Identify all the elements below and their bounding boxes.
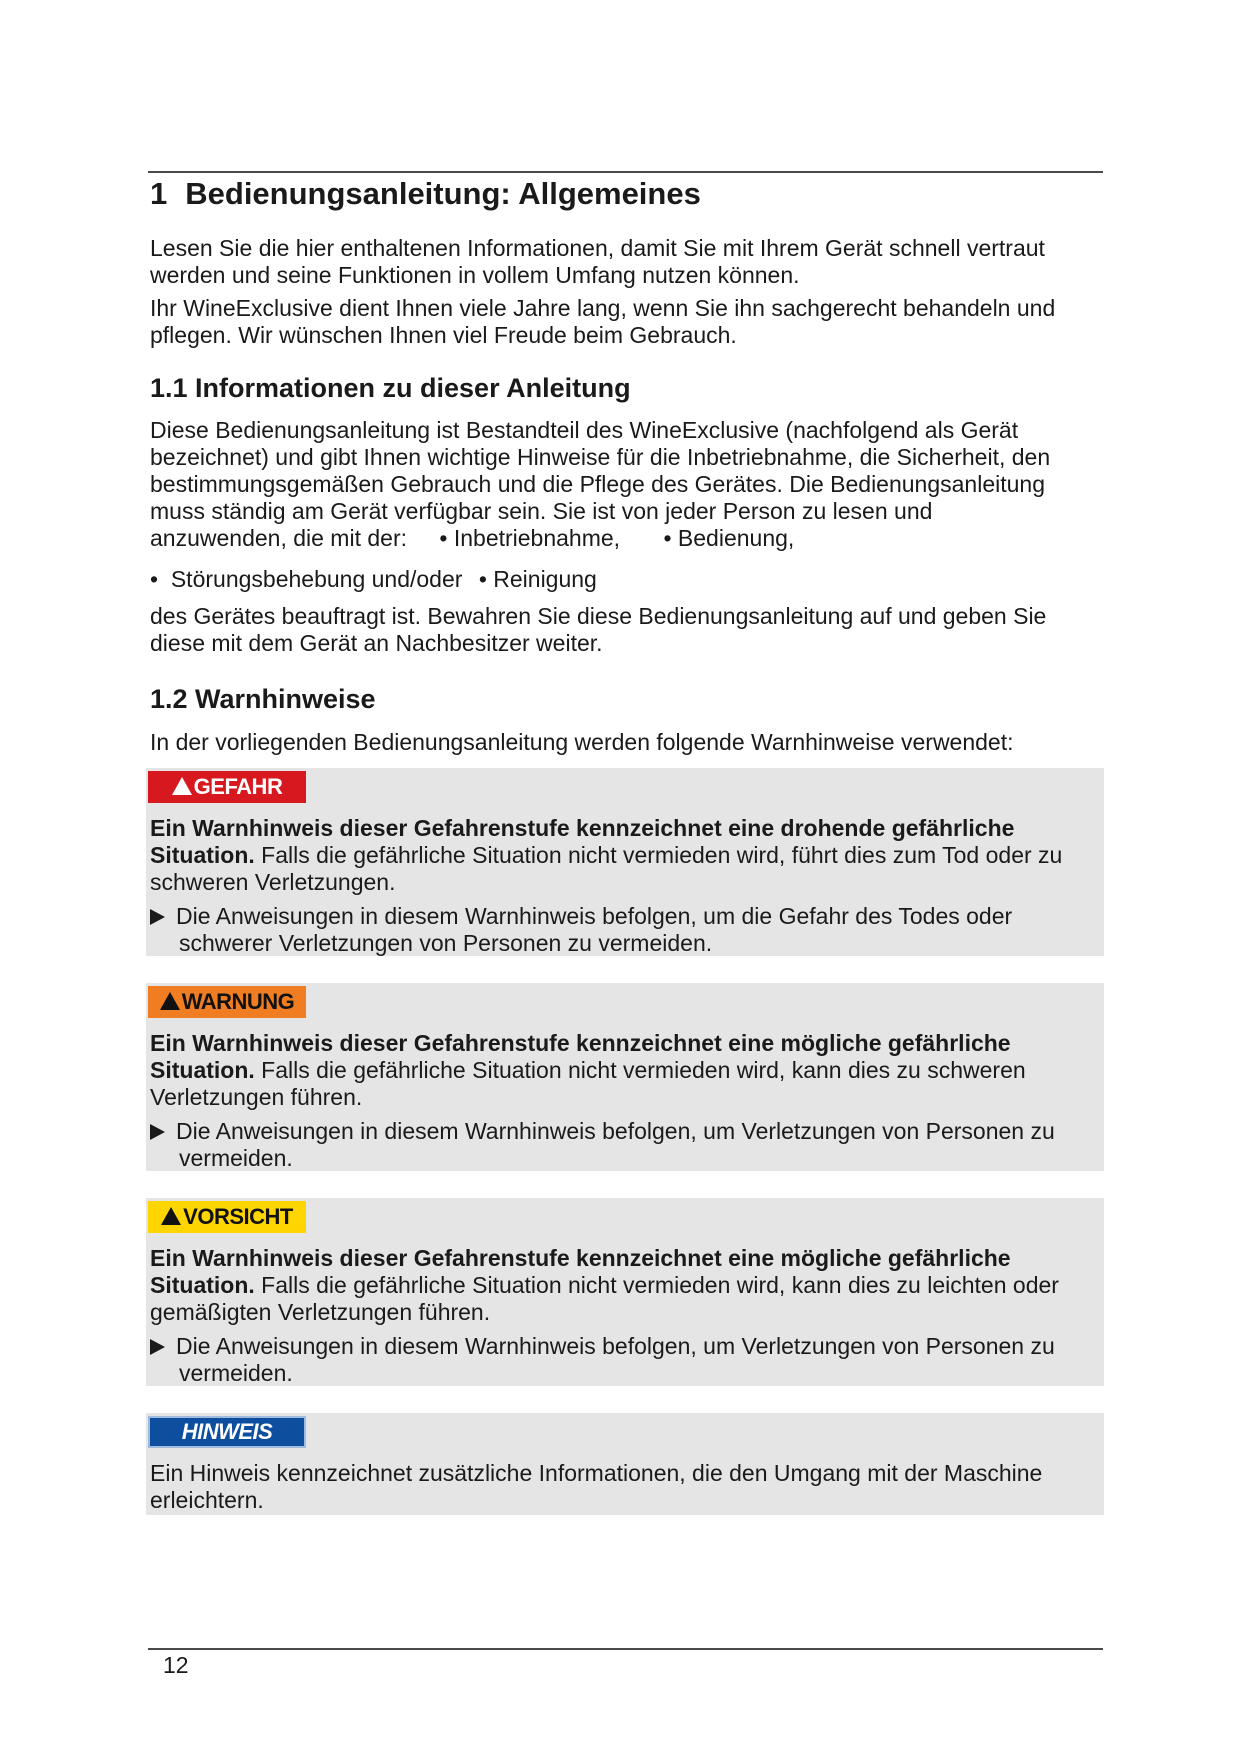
- notice-description: Ein Hinweis kennzeichnet zusätzliche Informationen, die den Umgang mit der Maschine erleichtern.: [150, 1460, 1043, 1513]
- caution-action-text: Die Anweisungen in diesem Warnhinweis befolgen, um Verletzungen von Personen zu vermeiden.: [176, 1333, 1055, 1386]
- section-1-1-body: Diese Bedienungsanleitung ist Bestandteil des WineExclusive (nachfolgend als Gerät bezeichnet) und gibt Ihnen wichtige Hinweise für die Inbetriebnahme, die Sicherheit, den bestimmungsgemäßen Gebrauch und die Pflege des Gerätes. Die Bedienungsanleitung muss ständig am Gerät verfügbar sein. Sie ist von jeder Person zu lesen und: [150, 417, 1051, 524]
- warning-triangle-icon: [172, 777, 192, 795]
- danger-description-text: Falls die gefährliche Situation nicht vermieden wird, führt dies zum Tod oder zu schweren Verletzungen.: [150, 842, 1063, 895]
- caution-description: [150, 1245, 1098, 1326]
- section-1-1-closing: des Gerätes beauftragt ist. Bewahren Sie diese Bedienungsanleitung auf und geben Sie diese mit dem Gerät an Nachbesitzer weiter.: [150, 603, 1047, 656]
- chapter-title: [150, 176, 701, 212]
- list-item: • Störungsbehebung und/oder: [150, 566, 463, 592]
- section-1-2-intro: In der vorliegenden Bedienungsanleitung werden folgende Warnhinweise verwendet:: [150, 729, 1014, 755]
- warning-description-bold: Ein Warnhinweis dieser Gefahrenstufe kennzeichnet eine mögliche gefährliche Situation.: [150, 1030, 1011, 1083]
- notice-badge: [148, 1416, 306, 1448]
- caution-description-bold: Ein Warnhinweis dieser Gefahrenstufe kennzeichnet eine mögliche gefährliche Situation.: [150, 1245, 1011, 1298]
- warning-notice-box: [146, 983, 1104, 1171]
- intro-paragraph-2: Ihr WineExclusive dient Ihnen viele Jahre lang, wenn Sie ihn sachgerecht behandeln und pflegen. Wir wünschen Ihnen viel Freude beim Gebrauch.: [150, 295, 1056, 348]
- page-number: 12: [163, 1652, 189, 1678]
- warning-badge-label: WARNUNG: [181, 989, 295, 1014]
- bullet-line-1: [150, 525, 794, 552]
- danger-badge: [148, 771, 306, 803]
- danger-description: [150, 815, 1098, 896]
- notice-box: [146, 1413, 1104, 1515]
- caution-badge-label: VORSICHT: [183, 1204, 293, 1229]
- warning-description: [150, 1030, 1098, 1111]
- danger-action: [150, 903, 1098, 957]
- lead-in-text: anzuwenden, die mit der:: [150, 525, 407, 551]
- intro-paragraph-1: Lesen Sie die hier enthaltenen Informationen, damit Sie mit Ihrem Gerät schnell vertraut werden und seine Funktionen in vollem Umfang nutzen können.: [150, 235, 1045, 288]
- chapter-number: 1: [150, 176, 168, 211]
- danger-action-text: Die Anweisungen in diesem Warnhinweis befolgen, um die Gefahr des Todes oder schwerer Verletzungen von Personen zu vermeiden.: [176, 903, 1013, 956]
- list-item: • Bedienung,: [663, 525, 795, 551]
- arrow-right-icon: [150, 909, 165, 925]
- footer-rule: [148, 1648, 1103, 1650]
- arrow-right-icon: [150, 1124, 165, 1140]
- caution-notice-box: [146, 1198, 1104, 1386]
- danger-notice-box: [146, 768, 1104, 956]
- section-1-2-title: 1.2 Warnhinweise: [150, 684, 376, 714]
- warning-badge: [148, 986, 306, 1018]
- caution-action: [150, 1333, 1098, 1387]
- caution-description-text: Falls die gefährliche Situation nicht vermieden wird, kann dies zu leichten oder gemäßigten Verletzungen führen.: [150, 1272, 1059, 1325]
- warning-description-text: Falls die gefährliche Situation nicht vermieden wird, kann dies zu schweren Verletzungen führen.: [150, 1057, 1026, 1110]
- warning-action-text: Die Anweisungen in diesem Warnhinweis befolgen, um Verletzungen von Personen zu vermeiden.: [176, 1118, 1055, 1171]
- header-rule: [148, 171, 1103, 173]
- list-item: • Reinigung: [478, 566, 597, 592]
- arrow-right-icon: [150, 1339, 165, 1355]
- warning-triangle-icon: [160, 992, 180, 1010]
- chapter-title-text: Bedienungsanleitung: Allgemeines: [185, 176, 701, 211]
- section-1-1-title: 1.1 Informationen zu dieser Anleitung: [150, 373, 631, 403]
- bullet-line-2: [150, 566, 597, 593]
- warning-triangle-icon: [161, 1207, 181, 1225]
- caution-badge: [148, 1201, 306, 1233]
- warning-action: [150, 1118, 1098, 1172]
- notice-badge-label: HINWEIS: [181, 1419, 273, 1444]
- danger-description-bold: Ein Warnhinweis dieser Gefahrenstufe kennzeichnet eine drohende gefährliche Situation.: [150, 815, 1015, 868]
- list-item: • Inbetriebnahme,: [439, 525, 621, 551]
- danger-badge-label: GEFAHR: [193, 774, 283, 799]
